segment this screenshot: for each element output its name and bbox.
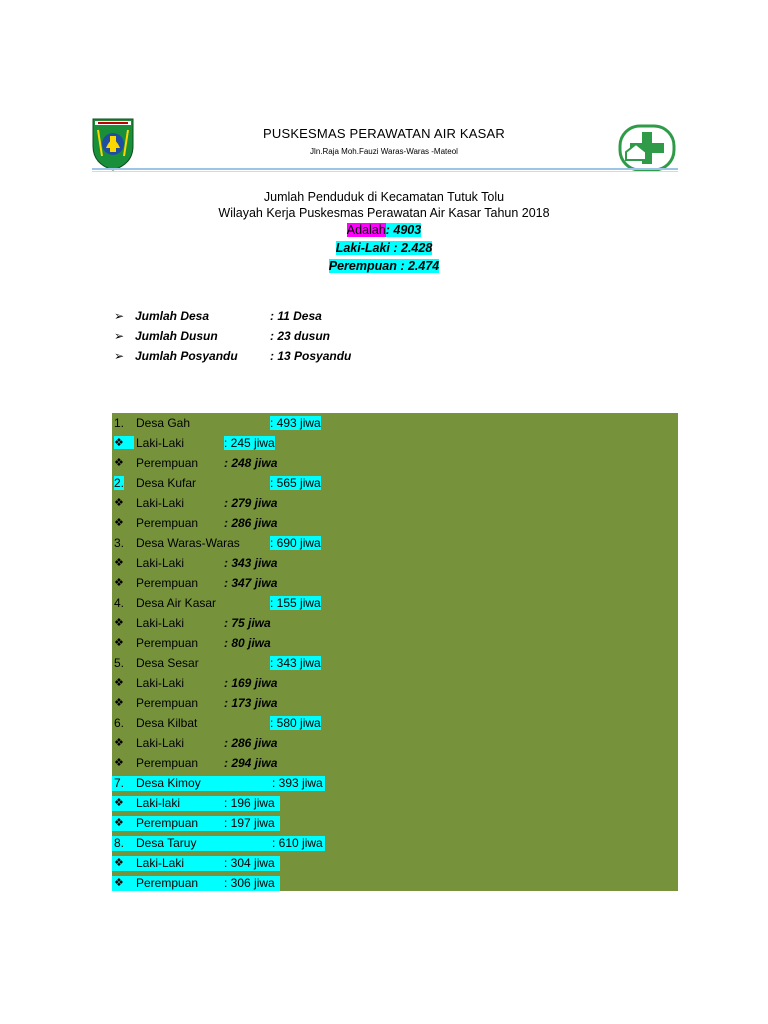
male-row	[112, 793, 678, 813]
female-count: : 306 jiwa	[224, 876, 275, 890]
village-total: : 155 jiwa	[270, 596, 321, 610]
male-row	[112, 673, 678, 693]
female-row	[112, 873, 678, 893]
diamond-bullet-icon: ❖	[114, 697, 124, 709]
female-row	[112, 753, 678, 773]
village-row	[112, 653, 678, 673]
female-label: Perempuan	[136, 756, 199, 770]
male-count: : 286 jiwa	[224, 736, 278, 750]
diamond-bullet-icon: ❖	[114, 737, 124, 749]
male-label: Laki-Laki	[136, 736, 185, 750]
village-total: : 690 jiwa	[270, 536, 321, 550]
male-total-text: Laki-Laki : 2.428	[335, 241, 433, 255]
heading-line-2: Wilayah Kerja Puskesmas Perawatan Air Kasar Tahun 2018	[218, 206, 550, 220]
village-name: Desa Kimoy	[136, 776, 201, 790]
diamond-bullet-icon: ❖	[114, 677, 124, 689]
male-label: Laki-laki	[136, 796, 181, 810]
village-total: : 580 jiwa	[270, 716, 321, 730]
male-label: Laki-Laki	[136, 856, 185, 870]
diamond-bullet-icon: ❖	[114, 517, 124, 529]
female-label: Perempuan	[136, 696, 199, 710]
village-name: Desa Kilbat	[136, 716, 198, 730]
village-number: 3.	[114, 536, 125, 550]
diamond-bullet-icon: ❖	[114, 817, 124, 829]
female-row	[112, 693, 678, 713]
puskesmas-logo	[618, 124, 676, 172]
village-name: Desa Kufar	[136, 476, 197, 490]
summary-label: Jumlah Posyandu	[135, 349, 238, 363]
village-number: 5.	[114, 656, 125, 670]
male-count: : 75 jiwa	[224, 616, 271, 630]
regency-emblem-logo	[90, 116, 136, 172]
female-label: Perempuan	[136, 516, 199, 530]
male-total	[0, 241, 768, 255]
village-row	[112, 833, 678, 853]
village-name: Desa Taruy	[136, 836, 197, 850]
female-label: Perempuan	[136, 456, 199, 470]
total-value: : 4903	[385, 223, 422, 237]
village-row	[112, 593, 678, 613]
male-label: Laki-Laki	[136, 676, 185, 690]
diamond-bullet-icon: ❖	[114, 436, 134, 449]
clinic-address: Jln.Raja Moh.Fauzi Waras-Waras -Mateol	[310, 147, 458, 156]
diamond-bullet-icon: ❖	[114, 857, 124, 869]
female-row	[112, 813, 678, 833]
diamond-bullet-icon: ❖	[114, 577, 124, 589]
village-row	[112, 533, 678, 553]
total-population	[0, 223, 768, 237]
male-label: Laki-Laki	[136, 556, 185, 570]
male-row	[112, 493, 678, 513]
heading-line-1: Jumlah Penduduk di Kecamatan Tutuk Tolu	[263, 190, 505, 204]
village-total: : 343 jiwa	[270, 656, 321, 670]
header-divider-thin	[92, 171, 678, 172]
total-label: Adalah	[346, 223, 386, 237]
summary-value: : 11 Desa	[270, 309, 322, 323]
female-count: : 286 jiwa	[224, 516, 278, 530]
village-total: : 393 jiwa	[272, 776, 323, 790]
female-row	[112, 513, 678, 533]
village-name: Desa Air Kasar	[136, 596, 217, 610]
female-count: : 248 jiwa	[224, 456, 278, 470]
female-count: : 197 jiwa	[224, 816, 275, 830]
village-number: 8.	[114, 836, 125, 850]
village-number: 2.	[114, 476, 125, 490]
clinic-name: PUSKESMAS PERAWATAN AIR KASAR	[262, 126, 506, 141]
male-row	[112, 613, 678, 633]
male-row	[112, 733, 678, 753]
male-label: Laki-Laki	[136, 496, 185, 510]
male-row	[112, 433, 678, 453]
summary-value: : 23 dusun	[270, 329, 331, 343]
diamond-bullet-icon: ❖	[114, 637, 124, 649]
summary-label: Jumlah Dusun	[135, 329, 218, 343]
female-count: : 173 jiwa	[224, 696, 278, 710]
male-count: : 169 jiwa	[224, 676, 278, 690]
village-row	[112, 473, 678, 493]
diamond-bullet-icon: ❖	[114, 757, 124, 769]
male-label: Laki-Laki	[136, 436, 185, 450]
diamond-bullet-icon: ❖	[114, 497, 124, 509]
female-total-text: Perempuan : 2.474	[328, 259, 440, 273]
female-row	[112, 453, 678, 473]
male-row	[112, 553, 678, 573]
female-count: : 347 jiwa	[224, 576, 278, 590]
male-count: : 304 jiwa	[224, 856, 275, 870]
female-label: Perempuan	[136, 636, 199, 650]
village-name: Desa Sesar	[136, 656, 199, 670]
village-number: 6.	[114, 716, 125, 730]
female-label: Perempuan	[136, 576, 199, 590]
village-total: : 610 jiwa	[272, 836, 323, 850]
village-row	[112, 413, 678, 433]
village-row	[112, 773, 678, 793]
female-row	[112, 573, 678, 593]
arrow-bullet-icon: ➢	[114, 329, 125, 343]
male-count: : 279 jiwa	[224, 496, 278, 510]
arrow-bullet-icon: ➢	[114, 309, 125, 323]
summary-label: Jumlah Desa	[135, 309, 210, 323]
male-label: Laki-Laki	[136, 616, 185, 630]
village-row	[112, 713, 678, 733]
female-label: Perempuan	[136, 816, 199, 830]
diamond-bullet-icon: ❖	[114, 877, 124, 889]
diamond-bullet-icon: ❖	[114, 617, 124, 629]
village-total: : 493 jiwa	[270, 416, 321, 430]
village-number: 1.	[114, 416, 125, 430]
female-label: Perempuan	[136, 876, 199, 890]
male-row	[112, 853, 678, 873]
male-count: : 196 jiwa	[224, 796, 275, 810]
diamond-bullet-icon: ❖	[114, 797, 124, 809]
village-number: 4.	[114, 596, 125, 610]
village-name: Desa Gah	[136, 416, 191, 430]
female-count: : 80 jiwa	[224, 636, 271, 650]
male-count: : 343 jiwa	[224, 556, 278, 570]
female-row	[112, 633, 678, 653]
female-count: : 294 jiwa	[224, 756, 278, 770]
summary-value: : 13 Posyandu	[270, 349, 352, 363]
village-total: : 565 jiwa	[270, 476, 321, 490]
village-name: Desa Waras-Waras	[136, 536, 240, 550]
diamond-bullet-icon: ❖	[114, 557, 124, 569]
female-total	[0, 259, 768, 273]
male-count: : 245 jiwa	[224, 436, 275, 450]
diamond-bullet-icon: ❖	[114, 457, 124, 469]
header-divider	[92, 168, 678, 170]
arrow-bullet-icon: ➢	[114, 349, 125, 363]
village-number: 7.	[114, 776, 125, 790]
